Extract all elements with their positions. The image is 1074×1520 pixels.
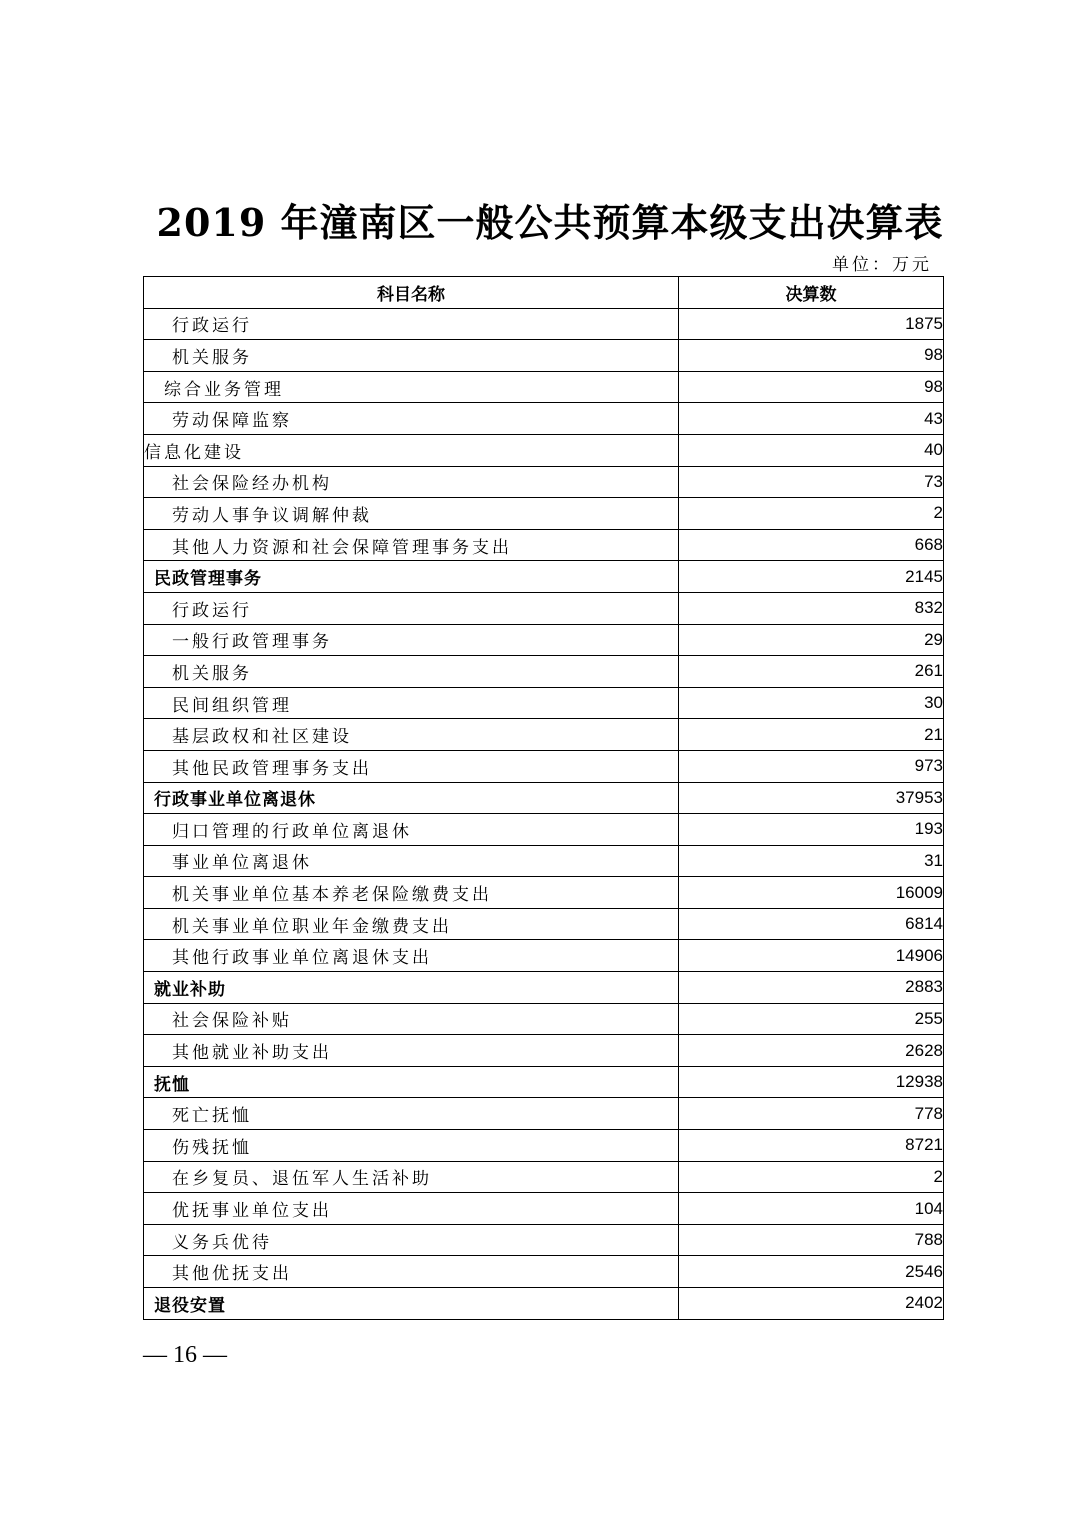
row-amount: 2883: [679, 972, 944, 1004]
table-row: [144, 877, 944, 909]
table-row: [144, 308, 944, 340]
row-subject-name: 其他民政管理事务支出: [144, 750, 679, 782]
page-number: — 16 —: [143, 1342, 227, 1368]
row-subject-name: 机关服务: [144, 340, 679, 372]
row-subject-name: 行政运行: [144, 592, 679, 624]
table-row: [144, 719, 944, 751]
row-amount: 8721: [679, 1130, 944, 1162]
header-subject-name: 科目名称: [144, 277, 679, 309]
row-subject-name: 退役安置: [144, 1288, 679, 1320]
table-row: [144, 403, 944, 435]
row-amount: 788: [679, 1224, 944, 1256]
row-subject-name: 一般行政管理事务: [144, 624, 679, 656]
row-amount: 193: [679, 814, 944, 846]
unit-label: 单位：万元: [832, 255, 932, 275]
table-row: [144, 592, 944, 624]
row-subject-name: 其他人力资源和社会保障管理事务支出: [144, 529, 679, 561]
row-amount: 73: [679, 466, 944, 498]
row-amount: 778: [679, 1098, 944, 1130]
table-row: [144, 687, 944, 719]
table-row: [144, 1066, 944, 1098]
row-amount: 261: [679, 656, 944, 688]
table-row: [144, 1193, 944, 1225]
row-amount: 2: [679, 498, 944, 530]
table-row: [144, 656, 944, 688]
table-row: [144, 972, 944, 1004]
table-row: [144, 1288, 944, 1320]
table-row: [144, 908, 944, 940]
row-subject-name: 抚恤: [144, 1066, 679, 1098]
table-row: [144, 782, 944, 814]
row-amount: 1875: [679, 308, 944, 340]
row-subject-name: 其他行政事业单位离退休支出: [144, 940, 679, 972]
row-amount: 31: [679, 845, 944, 877]
table-body: [144, 308, 944, 1319]
row-amount: 98: [679, 371, 944, 403]
budget-table: [143, 276, 944, 1320]
row-subject-name: 义务兵优待: [144, 1224, 679, 1256]
table-header-row: [144, 277, 944, 309]
table-row: [144, 1256, 944, 1288]
row-subject-name: 优抚事业单位支出: [144, 1193, 679, 1225]
table-row: [144, 434, 944, 466]
row-amount: 2145: [679, 561, 944, 593]
row-subject-name: 社会保险经办机构: [144, 466, 679, 498]
row-subject-name: 劳动人事争议调解仲裁: [144, 498, 679, 530]
row-subject-name: 行政运行: [144, 308, 679, 340]
table-row: [144, 371, 944, 403]
table-row: [144, 340, 944, 372]
table-row: [144, 1035, 944, 1067]
table-row: [144, 1224, 944, 1256]
row-subject-name: 机关服务: [144, 656, 679, 688]
row-subject-name: 其他就业补助支出: [144, 1035, 679, 1067]
row-subject-name: 综合业务管理: [144, 371, 679, 403]
table-row: [144, 624, 944, 656]
row-amount: 37953: [679, 782, 944, 814]
table-row: [144, 845, 944, 877]
row-subject-name: 事业单位离退休: [144, 845, 679, 877]
row-subject-name: 机关事业单位基本养老保险缴费支出: [144, 877, 679, 909]
row-amount: 43: [679, 403, 944, 435]
row-subject-name: 其他优抚支出: [144, 1256, 679, 1288]
row-subject-name: 死亡抚恤: [144, 1098, 679, 1130]
row-subject-name: 劳动保障监察: [144, 403, 679, 435]
table-row: [144, 1098, 944, 1130]
row-subject-name: 机关事业单位职业年金缴费支出: [144, 908, 679, 940]
row-subject-name: 伤残抚恤: [144, 1130, 679, 1162]
row-amount: 2628: [679, 1035, 944, 1067]
row-subject-name: 基层政权和社区建设: [144, 719, 679, 751]
row-amount: 973: [679, 750, 944, 782]
row-amount: 255: [679, 1003, 944, 1035]
row-amount: 21: [679, 719, 944, 751]
table-row: [144, 466, 944, 498]
page-title: 2019 年潼南区一般公共预算本级支出决算表: [156, 200, 944, 245]
row-amount: 104: [679, 1193, 944, 1225]
row-subject-name: 民间组织管理: [144, 687, 679, 719]
row-amount: 2: [679, 1161, 944, 1193]
row-amount: 30: [679, 687, 944, 719]
row-subject-name: 民政管理事务: [144, 561, 679, 593]
table-row: [144, 750, 944, 782]
row-amount: 12938: [679, 1066, 944, 1098]
row-amount: 668: [679, 529, 944, 561]
table-row: [144, 529, 944, 561]
row-subject-name: 信息化建设: [144, 434, 679, 466]
table-row: [144, 498, 944, 530]
row-amount: 14906: [679, 940, 944, 972]
table-row: [144, 940, 944, 972]
table-row: [144, 814, 944, 846]
row-amount: 6814: [679, 908, 944, 940]
row-subject-name: 在乡复员、退伍军人生活补助: [144, 1161, 679, 1193]
row-subject-name: 行政事业单位离退休: [144, 782, 679, 814]
table-row: [144, 1003, 944, 1035]
row-amount: 16009: [679, 877, 944, 909]
row-amount: 832: [679, 592, 944, 624]
table-row: [144, 1161, 944, 1193]
row-amount: 2546: [679, 1256, 944, 1288]
row-subject-name: 社会保险补贴: [144, 1003, 679, 1035]
table-row: [144, 561, 944, 593]
row-amount: 2402: [679, 1288, 944, 1320]
table-row: [144, 1130, 944, 1162]
row-subject-name: 归口管理的行政单位离退休: [144, 814, 679, 846]
row-subject-name: 就业补助: [144, 972, 679, 1004]
row-amount: 98: [679, 340, 944, 372]
row-amount: 40: [679, 434, 944, 466]
row-amount: 29: [679, 624, 944, 656]
header-final-amount: 决算数: [679, 277, 944, 309]
